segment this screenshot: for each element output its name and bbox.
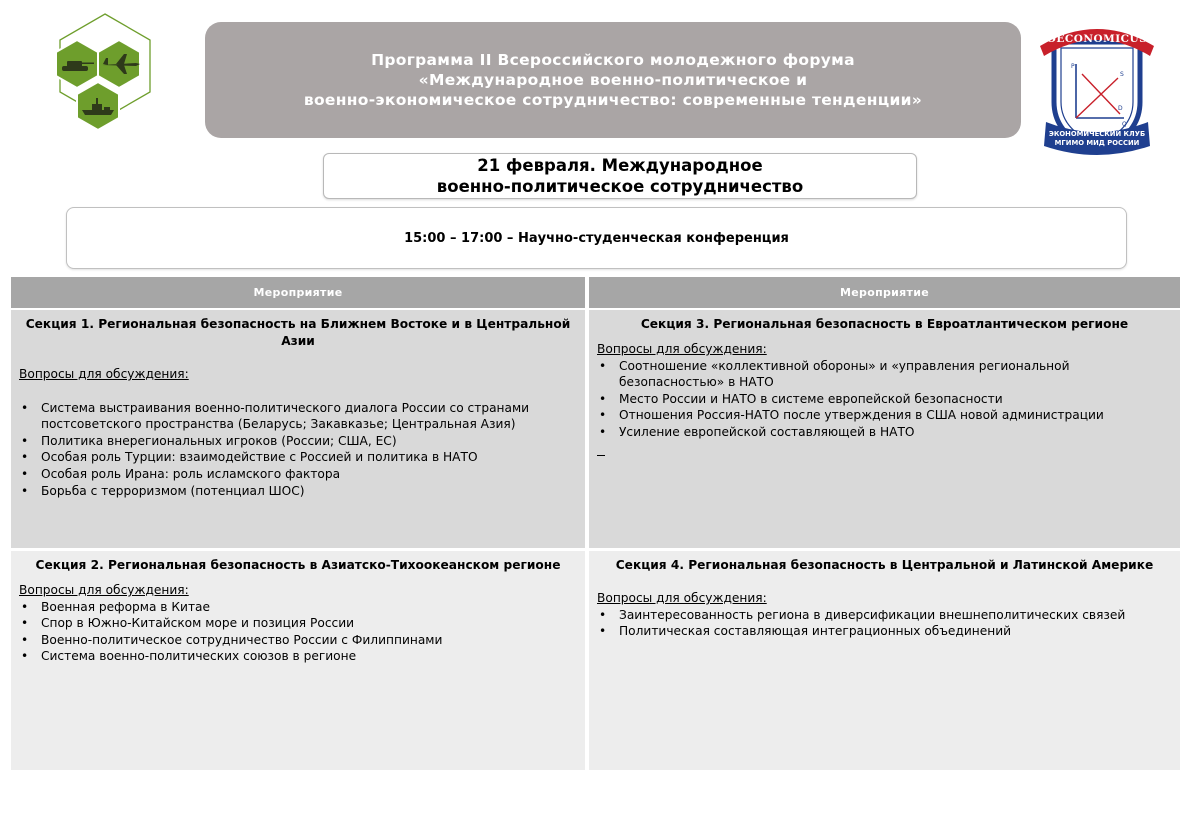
section-4-title: Секция 4. Региональная безопасность в Центральной и Латинской Америке — [615, 558, 1154, 572]
list-item: • Политическая составляющая интеграционных объединений — [597, 623, 1172, 640]
forum-title-banner — [205, 22, 1021, 138]
column-header-right: Мероприятие — [589, 277, 1180, 308]
conference-time-box — [66, 207, 1127, 269]
list-item: • Военная реформа в Китае — [19, 599, 577, 616]
svg-text:D: D — [1118, 105, 1123, 112]
section-1-cell — [11, 310, 585, 548]
banner-line-1: Программа II Всероссийского молодежного форума — [371, 51, 855, 69]
section-2-list — [19, 599, 577, 665]
list-item: • Отношения Россия-НАТО после утверждения в США новой администрации — [597, 407, 1172, 424]
date-heading — [323, 153, 917, 199]
date-line-2: военно-политическое сотрудничество — [436, 177, 804, 196]
date-line-1: 21 февраля. Международное — [477, 156, 763, 175]
list-item: • Особая роль Турции: взаимодействие с Россией и политика в НАТО — [19, 449, 577, 466]
list-item: • Система военно-политических союзов в регионе — [19, 648, 577, 665]
section-2-questions-label: Вопросы для обсуждения: — [19, 583, 189, 597]
banner-line-3: военно-экономическое сотрудничество: современные тенденции» — [303, 91, 923, 109]
list-item: • Борьба с терроризмом (потенциал ШОС) — [19, 483, 577, 500]
list-item: • Особая роль Ирана: роль исламского фактора — [19, 466, 577, 483]
emblem-bottom-line-1: ЭКОНОМИЧЕСКИЙ КЛУБ — [1048, 130, 1146, 138]
section-1-title: Секция 1. Региональная безопасность на Ближнем Востоке и в Центральной Азии — [25, 317, 571, 348]
list-item: • Соотношение «коллективной обороны» и «управления региональной безопасностью» в НАТО — [597, 358, 1172, 391]
svg-text:S: S — [1120, 71, 1124, 78]
list-item: • Заинтересованность региона в диверсификации внешнеполитических связей — [597, 607, 1172, 624]
column-header-left: Мероприятие — [11, 277, 585, 308]
emblem-top-text: OECONOMICUS — [1046, 33, 1148, 45]
list-item: • Спор в Южно-Китайском море и позиция России — [19, 615, 577, 632]
oeconomicus-club-emblem — [1036, 18, 1158, 156]
svg-text:Q: Q — [1122, 121, 1127, 128]
list-item: • Место России и НАТО в системе европейской безопасности — [597, 391, 1172, 408]
list-item: • Политика внерегиональных игроков (России; США, ЕС) — [19, 433, 577, 450]
section-4-cell — [589, 551, 1180, 770]
forum-hexagon-logo — [40, 12, 170, 150]
list-item: • Усиление европейской составляющей в НАТО — [597, 424, 1172, 441]
section-1-questions-label: Вопросы для обсуждения: — [19, 367, 189, 381]
section-4-questions-label: Вопросы для обсуждения: — [597, 591, 767, 605]
section-4-list — [597, 607, 1172, 640]
section-3-list — [597, 358, 1172, 441]
section-2-title: Секция 2. Региональная безопасность в Азиатско-Тихоокеанском регионе — [35, 558, 561, 572]
list-item: • Военно-политическое сотрудничество России с Филиппинами — [19, 632, 577, 649]
banner-line-2: «Международное военно-политическое и — [418, 71, 808, 89]
list-item: • Система выстраивания военно-политического диалога России со странами постсоветского пространства (Беларусь; Закавказье; Центральная Азия) — [19, 400, 577, 433]
section-3-questions-label: Вопросы для обсуждения: — [597, 342, 767, 356]
section-3-title: Секция 3. Региональная безопасность в Евроатлантическом регионе — [640, 317, 1129, 331]
trailing-underscore — [597, 455, 605, 456]
svg-text:P: P — [1071, 63, 1075, 70]
conference-time-text: 15:00 – 17:00 – Научно-студенческая конференция — [404, 230, 789, 246]
program-table — [11, 277, 1180, 770]
section-3-cell — [589, 310, 1180, 548]
emblem-bottom-line-2: МГИМО МИД РОССИИ — [1054, 139, 1140, 147]
section-2-cell — [11, 551, 585, 770]
section-1-list — [19, 400, 577, 500]
